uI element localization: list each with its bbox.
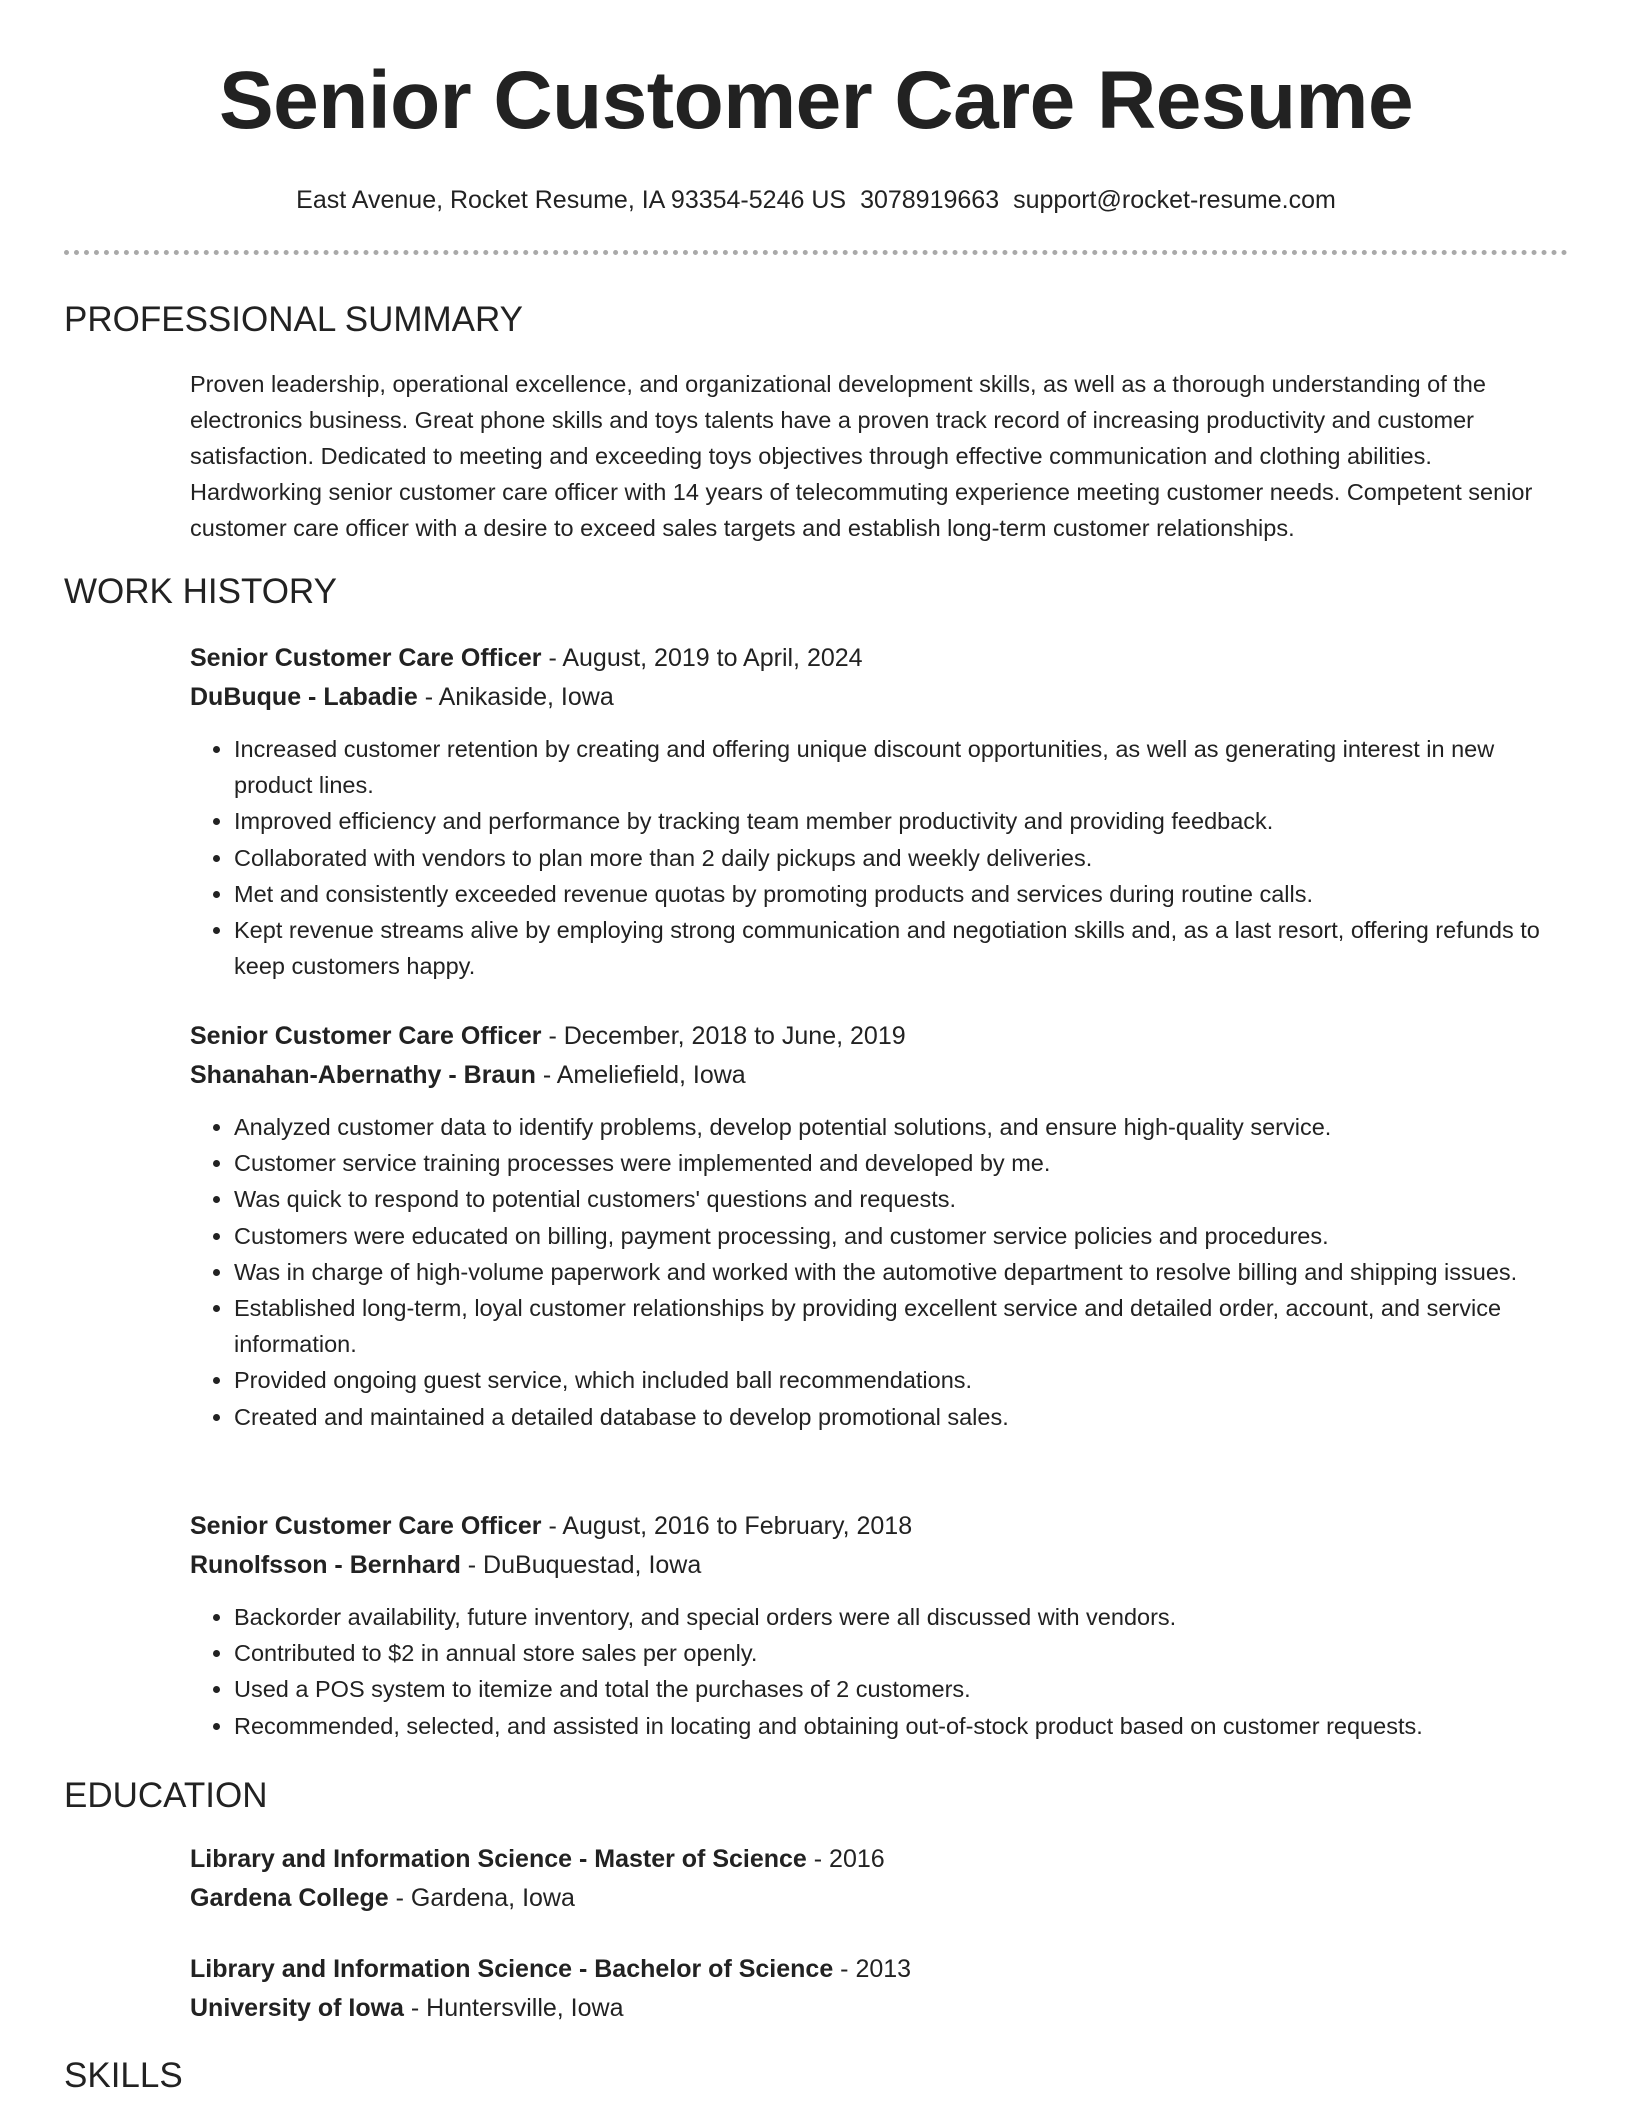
job-company: DuBuque - Labadie [190,683,418,711]
school: University of Iowa [190,1994,404,2022]
degree-year: - 2013 [833,1955,912,1983]
education-entry [190,1840,1570,1918]
job-title: Senior Customer Care Officer [190,644,542,672]
education-entry [190,1950,1570,2028]
degree: Library and Information Science - Bachelor of Science [190,1955,834,1983]
job-entry [190,1507,1570,1744]
job-company-line [190,1056,1570,1095]
job-bullet: • Was quick to respond to potential customers' questions and requests. [234,1181,1570,1217]
job-title-line [190,639,1570,678]
job-dates: - August, 2019 to April, 2024 [541,644,863,672]
job-bullets [190,731,1570,984]
job-location: - Ameliefield, Iowa [535,1061,746,1089]
job-dates: - December, 2018 to June, 2019 [541,1022,906,1050]
work-history-heading: WORK HISTORY [64,572,337,611]
job-bullet: • Provided ongoing guest service, which included ball recommendations. [234,1362,1570,1398]
job-title: Senior Customer Care Officer [190,1022,542,1050]
job-entry [190,1017,1570,1435]
school-location: - Huntersville, Iowa [403,1994,624,2022]
job-bullet: • Backorder availability, future inventory, and special orders were all discussed with vendors. [234,1599,1570,1635]
school-line [190,1989,1570,2028]
job-location: - Anikaside, Iowa [417,683,614,711]
job-bullet: • Increased customer retention by creating and offering unique discount opportunities, as well as generating interest in new product lines. [234,731,1570,803]
job-bullets [190,1109,1570,1435]
job-bullet: • Recommended, selected, and assisted in locating and obtaining out-of-stock product based on customer requests. [234,1708,1570,1744]
job-title-line [190,1017,1570,1056]
job-entry [190,639,1570,984]
job-bullets [190,1599,1570,1744]
degree-year: - 2016 [806,1845,885,1873]
school-location: - Gardena, Iowa [388,1884,575,1912]
job-company-line [190,678,1570,717]
job-bullet: • Customers were educated on billing, payment processing, and customer service policies and procedures. [234,1218,1570,1254]
job-bullet: • Created and maintained a detailed database to develop promotional sales. [234,1399,1570,1435]
job-bullet: • Contributed to $2 in annual store sales per openly. [234,1635,1570,1671]
job-bullet: • Customer service training processes were implemented and developed by me. [234,1145,1570,1181]
job-bullet: • Used a POS system to itemize and total the purchases of 2 customers. [234,1671,1570,1707]
job-bullet: • Was in charge of high-volume paperwork and worked with the automotive department to resolve billing and shipping issues. [234,1254,1570,1290]
degree: Library and Information Science - Master of Science [190,1845,807,1873]
job-bullet: • Met and consistently exceeded revenue quotas by promoting products and services during routine calls. [234,876,1570,912]
job-dates: - August, 2016 to February, 2018 [541,1512,913,1540]
contact-email: support@rocket-resume.com [1013,186,1336,214]
summary-heading: PROFESSIONAL SUMMARY [64,300,523,339]
summary-text: Proven leadership, operational excellence, and organizational development skills, as well as a thorough understanding of the electronics business. Great phone skills and toys talents have a proven track record of increasing productivity and customer satisfaction. Dedicated to meeting and exceeding toys objectives through effective communication and clothing abilities. Hardworking senior customer care officer with 14 years of telecommuting experience meeting customer needs. Competent senior customer care officer with a desire to exceed sales targets and establish long-term customer relationships. [190,371,1533,541]
skills-heading: SKILLS [64,2056,183,2095]
job-company: Shanahan-Abernathy - Braun [190,1061,536,1089]
degree-line [190,1950,1570,1989]
school-line [190,1879,1570,1918]
contact-address: East Avenue, Rocket Resume, IA 93354-5246 US [296,186,847,214]
job-title-line [190,1507,1570,1546]
job-bullet: • Kept revenue streams alive by employing strong communication and negotiation skills and, as a last resort, offering refunds to keep customers happy. [234,912,1570,984]
job-company-line [190,1546,1570,1585]
job-title: Senior Customer Care Officer [190,1512,542,1540]
job-location: - DuBuquestad, Iowa [460,1551,702,1579]
job-bullet: • Improved efficiency and performance by tracking team member productivity and providing feedback. [234,803,1570,839]
school: Gardena College [190,1884,389,1912]
header-divider [64,250,1568,255]
job-bullet: • Established long-term, loyal customer relationships by providing excellent service and detailed order, account, and service information. [234,1290,1570,1362]
resume-title: Senior Customer Care Resume [218,55,1414,146]
degree-line [190,1840,1570,1879]
job-company: Runolfsson - Bernhard [190,1551,461,1579]
job-bullet: • Analyzed customer data to identify problems, develop potential solutions, and ensure high-quality service. [234,1109,1570,1145]
job-bullet: • Collaborated with vendors to plan more than 2 daily pickups and weekly deliveries. [234,840,1570,876]
contact-line [0,182,1632,218]
education-heading: EDUCATION [64,1776,268,1815]
contact-phone: 3078919663 [860,186,1000,214]
